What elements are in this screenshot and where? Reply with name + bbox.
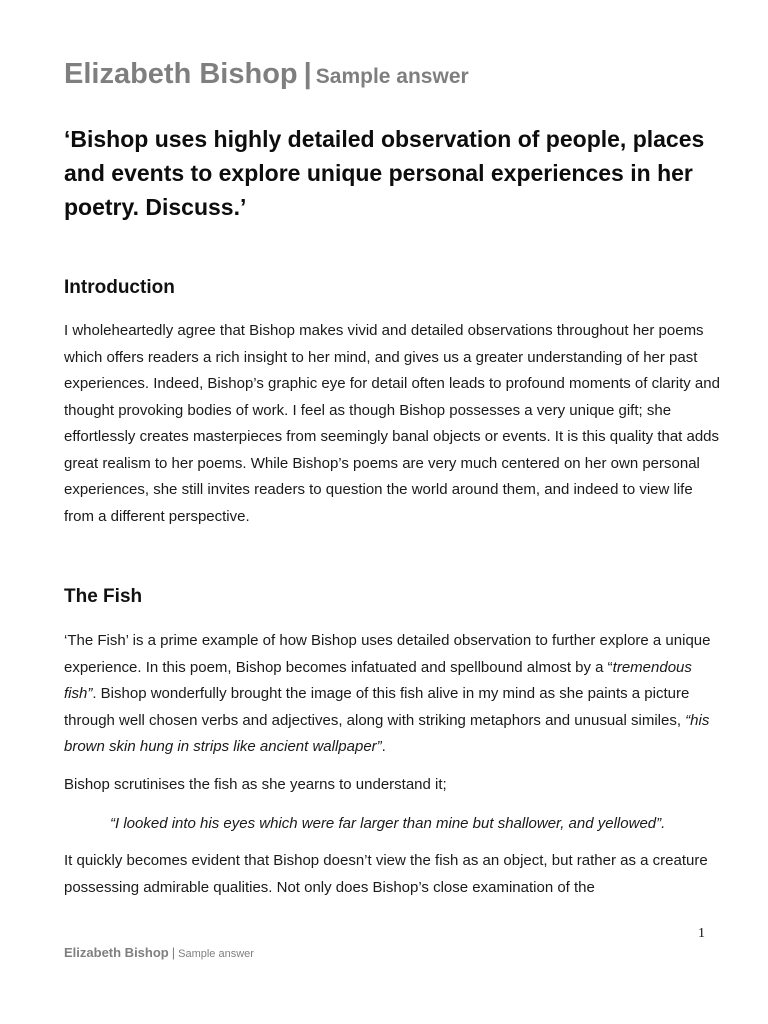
fish-paragraph-3: It quickly becomes evident that Bishop doesn’t view the fish as an object, but rather as a creature possessing admirable qualities. Not only does Bishop’s close examination of the [64, 852, 708, 896]
page-header [64, 58, 469, 91]
header-separator: | [303, 58, 312, 90]
fish-paragraph-2: Bishop scrutinises the fish as she yearns to understand it; [64, 776, 447, 793]
footer-title: Elizabeth Bishop [64, 945, 169, 960]
essay-question: ‘Bishop uses highly detailed observation of people, places and events to explore unique personal experiences in her poetry. Discuss.’ [64, 126, 705, 220]
fish-p1-text-b: . Bishop wonderfully brought the image of this fish alive in my mind as she paints a picture through well chosen verbs and adjectives, along with striking metaphors and unusual similes, [64, 685, 690, 729]
fish-p1-quote-2: “his brown skin hung in strips like ancient wallpaper” [64, 711, 710, 755]
page-number: 1 [698, 926, 705, 941]
fish-heading: The Fish [64, 586, 143, 607]
page-footer [64, 944, 254, 962]
introduction-heading: Introduction [64, 277, 175, 298]
fish-paragraph-1 [64, 628, 724, 761]
header-title: Elizabeth Bishop [64, 58, 298, 90]
fish-p1-text-a: ‘The Fish’ is a prime example of how Bishop uses detailed observation to further explore a unique experience. In this poem, Bishop becomes infatuated and spellbound almost by a “ [64, 632, 711, 676]
fish-block-quote: “I looked into his eyes which were far larger than mine but shallower, and yellowed”. [110, 815, 666, 832]
fish-p1-text-c: . [381, 738, 386, 755]
header-subtitle: Sample answer [315, 65, 469, 88]
fish-p1-quote-1: tremendous fish” [64, 658, 692, 702]
footer-subtitle: Sample answer [178, 948, 254, 960]
footer-separator: | [171, 945, 176, 960]
introduction-paragraph: I wholeheartedly agree that Bishop makes vivid and detailed observations throughout her poems which offers readers a rich insight to her mind, and gives us a greater understanding of her past experiences. Indeed, Bishop’s graphic eye for detail often leads to profound moments of clarity and thought provoking bodies of work. I feel as though Bishop possesses a very unique gift; she effortlessly creates masterpieces from seemingly banal objects or events. It is this quality that adds great realism to her poems. While Bishop’s poems are very much centered on her own personal experiences, she still invites readers to question the world around them, and indeed to view life from a different perspective. [64, 322, 720, 525]
